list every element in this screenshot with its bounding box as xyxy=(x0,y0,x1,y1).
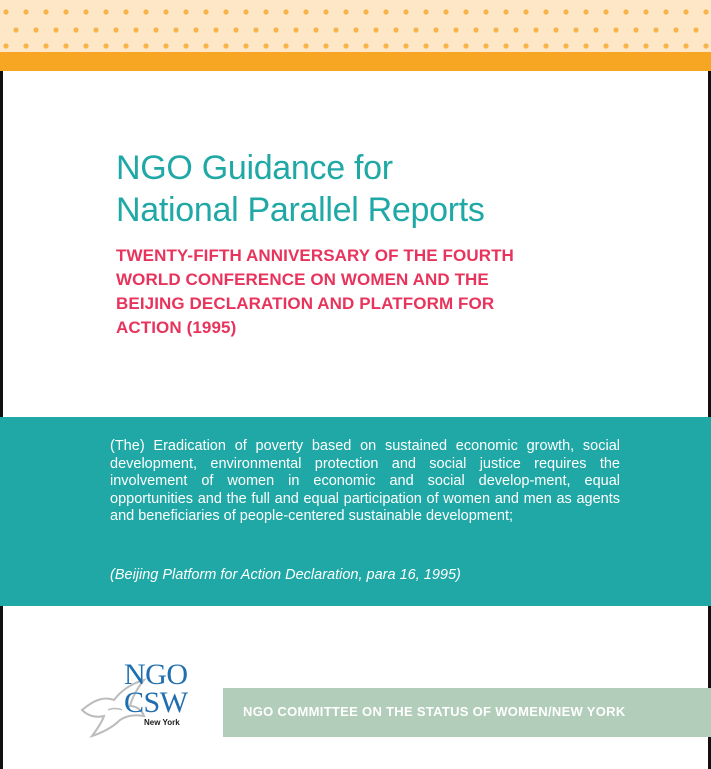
pattern-dot xyxy=(533,27,538,32)
pattern-dot xyxy=(263,9,268,14)
pattern-dot xyxy=(563,43,568,48)
pattern-dot xyxy=(643,9,648,14)
quote-text: (The) Eradication of poverty based on sustained economic growth, social development, environmental protection and social justice requires the involvement of women in economic and social develop-ment, equal opportunities and the full and equal participation of women and men as agents and beneficiaries of people-centered sustainable development; xyxy=(110,438,620,525)
pattern-dot xyxy=(103,43,108,48)
pattern-dot xyxy=(263,43,268,48)
pattern-dot xyxy=(673,27,678,32)
pattern-dot xyxy=(483,43,488,48)
pattern-dot xyxy=(363,9,368,14)
pattern-dot xyxy=(373,27,378,32)
pattern-dot xyxy=(293,27,298,32)
pattern-dot xyxy=(63,43,68,48)
pattern-dot xyxy=(143,9,148,14)
pattern-dot xyxy=(403,9,408,14)
pattern-dot xyxy=(383,43,388,48)
pattern-dot xyxy=(323,9,328,14)
pattern-dot xyxy=(213,27,218,32)
pattern-dot xyxy=(53,27,58,32)
pattern-dot xyxy=(133,27,138,32)
pattern-dot xyxy=(583,9,588,14)
pattern-dot xyxy=(23,43,28,48)
pattern-dot xyxy=(83,43,88,48)
committee-banner xyxy=(223,688,711,737)
pattern-dot xyxy=(693,27,698,32)
pattern-dot xyxy=(663,9,668,14)
pattern-dot xyxy=(183,43,188,48)
pattern-dot xyxy=(383,9,388,14)
title-line-2: National Parallel Reports xyxy=(116,191,485,229)
quote-citation: (Beijing Platform for Action Declaration, para 16, 1995) xyxy=(110,567,461,583)
pattern-dot xyxy=(203,9,208,14)
pattern-dot xyxy=(143,43,148,48)
pattern-dot xyxy=(703,9,708,14)
pattern-dot xyxy=(313,27,318,32)
pattern-dot xyxy=(683,43,688,48)
pattern-dot xyxy=(483,9,488,14)
pattern-dot xyxy=(663,43,668,48)
pattern-dot xyxy=(423,9,428,14)
pattern-dot xyxy=(573,27,578,32)
pattern-dot xyxy=(173,27,178,32)
pattern-dot xyxy=(623,43,628,48)
pattern-dot xyxy=(443,43,448,48)
pattern-dot xyxy=(163,43,168,48)
pattern-dot xyxy=(343,43,348,48)
pattern-dot xyxy=(23,9,28,14)
pattern-dot xyxy=(283,9,288,14)
subtitle-line-1: TWENTY-FIFTH ANNIVERSARY OF THE FOURTH xyxy=(116,246,514,265)
pattern-dot xyxy=(583,43,588,48)
pattern-dot xyxy=(523,43,528,48)
pattern-dot xyxy=(43,43,48,48)
pattern-dot xyxy=(543,43,548,48)
pattern-dot xyxy=(703,43,708,48)
pattern-dot xyxy=(243,43,248,48)
pattern-dot xyxy=(433,27,438,32)
dot-pattern-band xyxy=(0,0,711,52)
pattern-dot xyxy=(603,9,608,14)
pattern-dot xyxy=(463,9,468,14)
pattern-dot xyxy=(683,9,688,14)
pattern-dot xyxy=(253,27,258,32)
pattern-dot xyxy=(43,9,48,14)
pattern-dot xyxy=(183,9,188,14)
ngo-csw-logo xyxy=(78,660,228,746)
pattern-dot xyxy=(113,27,118,32)
pattern-dot xyxy=(593,27,598,32)
pattern-dot xyxy=(303,43,308,48)
logo-location-text: New York xyxy=(144,718,180,727)
pattern-dot xyxy=(553,27,558,32)
pattern-dot xyxy=(283,43,288,48)
pattern-dot xyxy=(193,27,198,32)
pattern-dot xyxy=(443,9,448,14)
pattern-dot xyxy=(403,43,408,48)
pattern-dot xyxy=(653,27,658,32)
pattern-dot xyxy=(423,43,428,48)
pattern-dot xyxy=(93,27,98,32)
document-title xyxy=(116,147,676,231)
pattern-dot xyxy=(3,43,8,48)
pattern-dot xyxy=(633,27,638,32)
pattern-dot xyxy=(643,43,648,48)
pattern-dot xyxy=(73,27,78,32)
document-subtitle xyxy=(116,244,586,340)
pattern-dot xyxy=(493,27,498,32)
pattern-dot xyxy=(503,9,508,14)
pattern-dot xyxy=(233,27,238,32)
pattern-dot xyxy=(473,27,478,32)
pattern-dot xyxy=(323,43,328,48)
pattern-dot xyxy=(3,9,8,14)
pattern-dot xyxy=(83,9,88,14)
pattern-dot xyxy=(333,27,338,32)
pattern-dot xyxy=(303,9,308,14)
subtitle-line-2: WORLD CONFERENCE ON WOMEN AND THE xyxy=(116,270,489,289)
pattern-dot xyxy=(243,9,248,14)
committee-name: NGO COMMITTEE ON THE STATUS OF WOMEN/NEW YORK xyxy=(243,704,626,719)
pattern-dot xyxy=(33,27,38,32)
pattern-dot xyxy=(203,43,208,48)
subtitle-line-3: BEIJING DECLARATION AND PLATFORM FOR xyxy=(116,294,495,313)
pattern-dot xyxy=(623,9,628,14)
pattern-dot xyxy=(353,27,358,32)
pattern-dot xyxy=(413,27,418,32)
pattern-dot xyxy=(123,43,128,48)
pattern-dot xyxy=(513,27,518,32)
logo-csw-text: CSW xyxy=(124,686,188,719)
pattern-dot xyxy=(523,9,528,14)
pattern-dot xyxy=(453,27,458,32)
pattern-dot xyxy=(603,43,608,48)
pattern-dot xyxy=(223,43,228,48)
subtitle-line-4: ACTION (1995) xyxy=(116,318,237,337)
pattern-dot xyxy=(393,27,398,32)
pattern-dot xyxy=(223,9,228,14)
pattern-dot xyxy=(463,43,468,48)
pattern-dot xyxy=(123,9,128,14)
pattern-dot xyxy=(613,27,618,32)
pattern-dot xyxy=(153,27,158,32)
pattern-dot xyxy=(13,27,18,32)
logo-ngo-text: NGO xyxy=(124,658,188,691)
pattern-dot xyxy=(543,9,548,14)
pattern-dot xyxy=(63,9,68,14)
pattern-dot xyxy=(343,9,348,14)
pattern-dot xyxy=(163,9,168,14)
pattern-dot xyxy=(103,9,108,14)
accent-bar xyxy=(0,52,711,71)
pattern-dot xyxy=(273,27,278,32)
pattern-dot xyxy=(363,43,368,48)
title-line-1: NGO Guidance for xyxy=(116,149,393,187)
pattern-dot xyxy=(503,43,508,48)
pattern-dot xyxy=(563,9,568,14)
